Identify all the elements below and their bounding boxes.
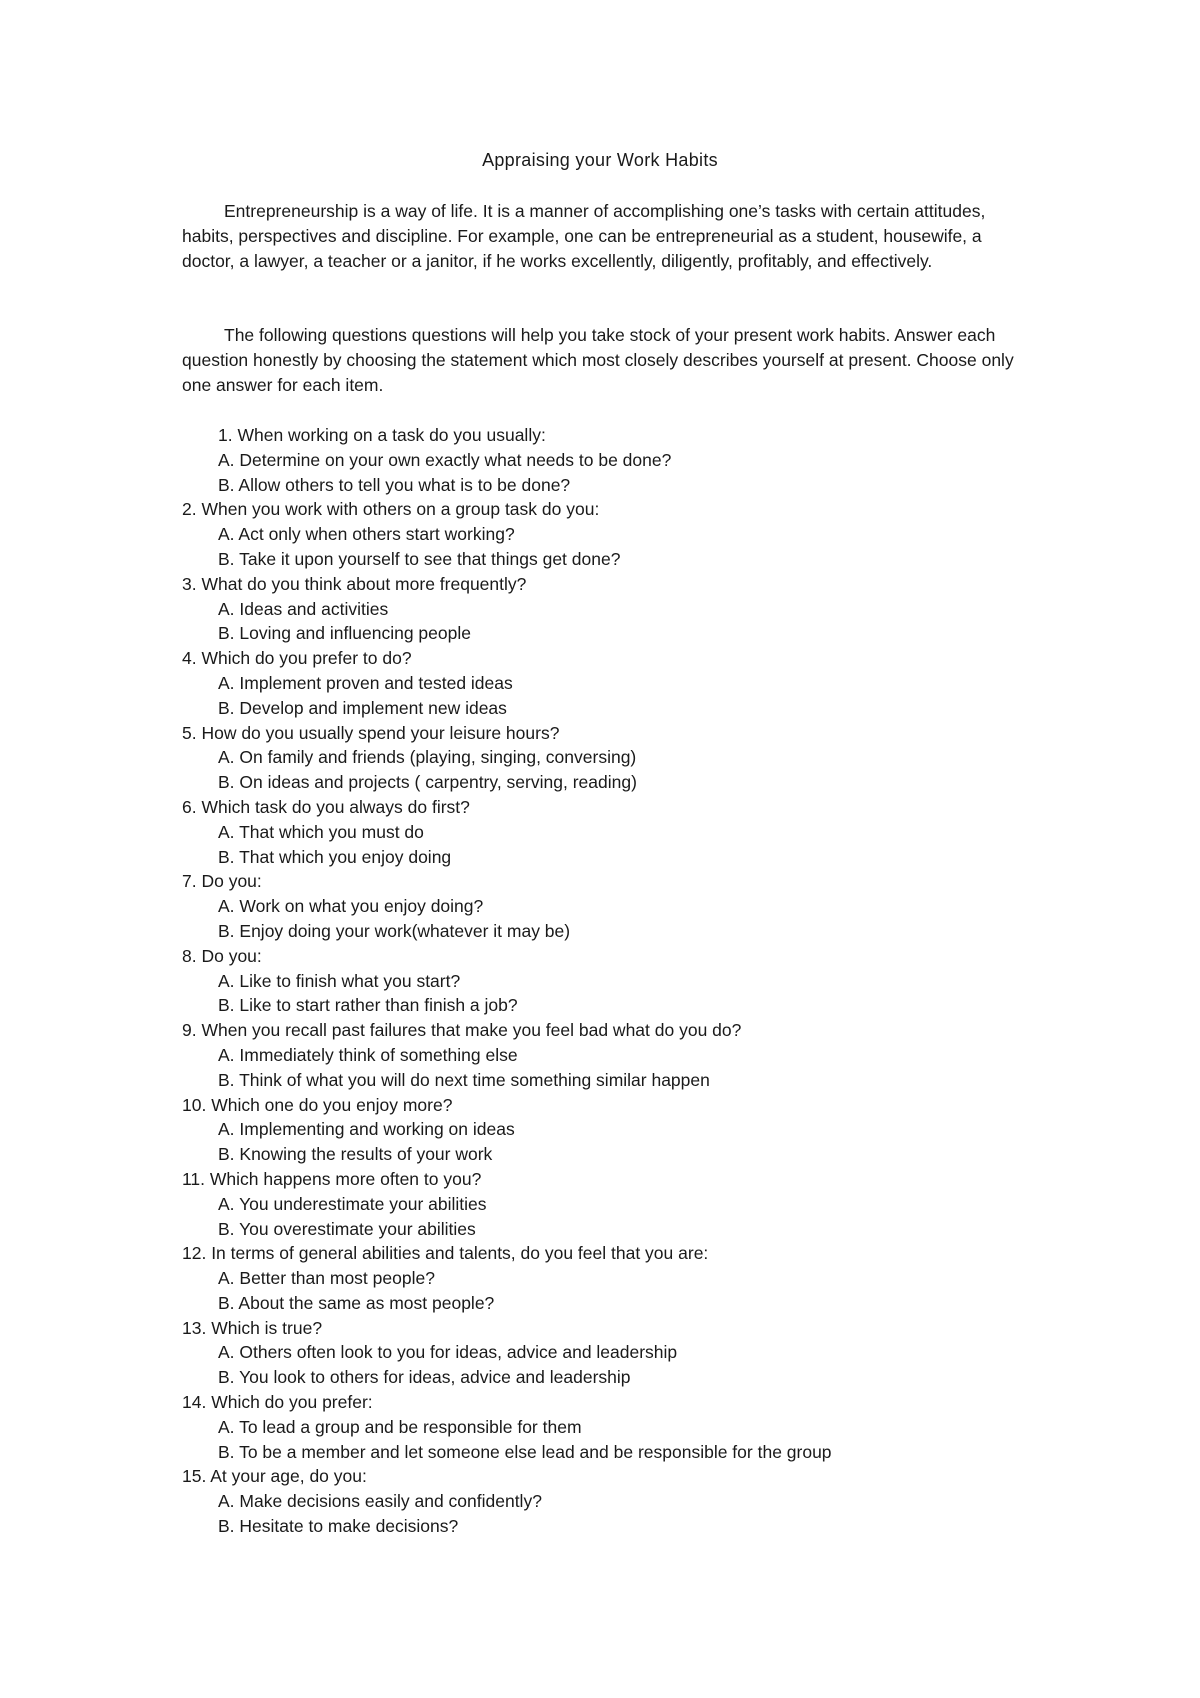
- intro-paragraph: Entrepreneurship is a way of life. It is a manner of accomplishing one’s tasks with certain attitudes, habits, perspectives and discipline. For example, one can be entrepreneurial as a student, housewife, a doctor, a lawyer, a teacher or a janitor, if he works excellently, diligently, profitably, and effectively.: [182, 201, 986, 271]
- question-item: [182, 721, 1042, 795]
- option-a: A. Better than most people?: [218, 1268, 435, 1289]
- option-a: A. On family and friends (playing, singing, conversing): [218, 747, 637, 768]
- question-text: 14. Which do you prefer:: [182, 1392, 373, 1413]
- question-item: [182, 646, 1042, 720]
- option-b: B. Allow others to tell you what is to be done?: [218, 474, 571, 495]
- option-b: B. Develop and implement new ideas: [218, 697, 507, 718]
- option-a: A. Others often look to you for ideas, advice and leadership: [218, 1342, 678, 1363]
- question-item: [182, 1018, 1042, 1092]
- option-b: B. That which you enjoy doing: [218, 846, 452, 867]
- question-item: [182, 572, 1042, 646]
- question-text: 4. Which do you prefer to do?: [182, 648, 412, 669]
- option-b: B. Like to start rather than finish a job?: [218, 995, 518, 1016]
- question-item: [182, 1093, 1042, 1167]
- question-item: [182, 1316, 1042, 1390]
- option-b: B. About the same as most people?: [218, 1292, 495, 1313]
- option-a: A. Like to finish what you start?: [218, 970, 461, 991]
- question-text: 2. When you work with others on a group task do you:: [182, 499, 600, 520]
- option-b: B. Take it upon yourself to see that things get done?: [218, 548, 621, 569]
- option-a: A. Immediately think of something else: [218, 1044, 518, 1065]
- option-a: A. You underestimate your abilities: [218, 1193, 487, 1214]
- option-a: A. Determine on your own exactly what needs to be done?: [218, 449, 672, 470]
- document-title: Appraising your Work Habits: [482, 150, 718, 170]
- option-b: B. Hesitate to make decisions?: [218, 1516, 459, 1537]
- option-b: B. You overestimate your abilities: [218, 1218, 476, 1239]
- question-text: 9. When you recall past failures that make you feel bad what do you do?: [182, 1020, 742, 1041]
- question-text: 13. Which is true?: [182, 1317, 323, 1338]
- question-text: 5. How do you usually spend your leisure hours?: [182, 722, 560, 743]
- question-text: 10. Which one do you enjoy more?: [182, 1094, 453, 1115]
- option-a: A. Implement proven and tested ideas: [218, 672, 513, 693]
- option-a: A. That which you must do: [218, 821, 424, 842]
- question-text: 1. When working on a task do you usually:: [218, 425, 546, 445]
- option-b: B. Knowing the results of your work: [218, 1144, 493, 1165]
- question-item: [182, 1390, 1042, 1464]
- question-text: 12. In terms of general abilities and talents, do you feel that you are:: [182, 1243, 709, 1264]
- option-b: B. On ideas and projects ( carpentry, serving, reading): [218, 772, 637, 793]
- option-b: B. Enjoy doing your work(whatever it may be): [218, 920, 571, 941]
- option-b: B. You look to others for ideas, advice and leadership: [218, 1367, 631, 1388]
- question-item: [182, 944, 1042, 1018]
- option-a: A. Act only when others start working?: [218, 524, 515, 545]
- question-item: [182, 869, 1042, 943]
- option-a: A. Ideas and activities: [218, 598, 389, 619]
- option-b: B. Loving and influencing people: [218, 623, 471, 644]
- option-a: A. To lead a group and be responsible for them: [218, 1416, 582, 1437]
- question-text: 11. Which happens more often to you?: [182, 1168, 482, 1189]
- option-a: A. Make decisions easily and confidently?: [218, 1491, 542, 1512]
- question-item: [182, 795, 1042, 869]
- question-item: [182, 423, 1042, 497]
- option-a: A. Work on what you enjoy doing?: [218, 896, 484, 917]
- question-item: [182, 497, 1042, 571]
- question-list: [182, 423, 1042, 1539]
- option-a: A. Implementing and working on ideas: [218, 1119, 515, 1140]
- question-text: 6. Which task do you always do first?: [182, 796, 470, 817]
- option-b: B. Think of what you will do next time something similar happen: [218, 1069, 710, 1090]
- question-text: 8. Do you:: [182, 945, 262, 966]
- question-item: [182, 1241, 1042, 1315]
- question-item: [182, 1167, 1042, 1241]
- question-text: 7. Do you:: [182, 871, 262, 892]
- option-b: B. To be a member and let someone else lead and be responsible for the group: [218, 1441, 832, 1462]
- instructions-paragraph: The following questions questions will help you take stock of your present work habits. Answer each question honestly by choosing the statement which most closely describes yourself at present. Choose only one answer for each item.: [182, 325, 1014, 395]
- question-text: 3. What do you think about more frequently?: [182, 573, 527, 594]
- question-text: 15. At your age, do you:: [182, 1466, 367, 1487]
- question-item: [182, 1464, 1042, 1538]
